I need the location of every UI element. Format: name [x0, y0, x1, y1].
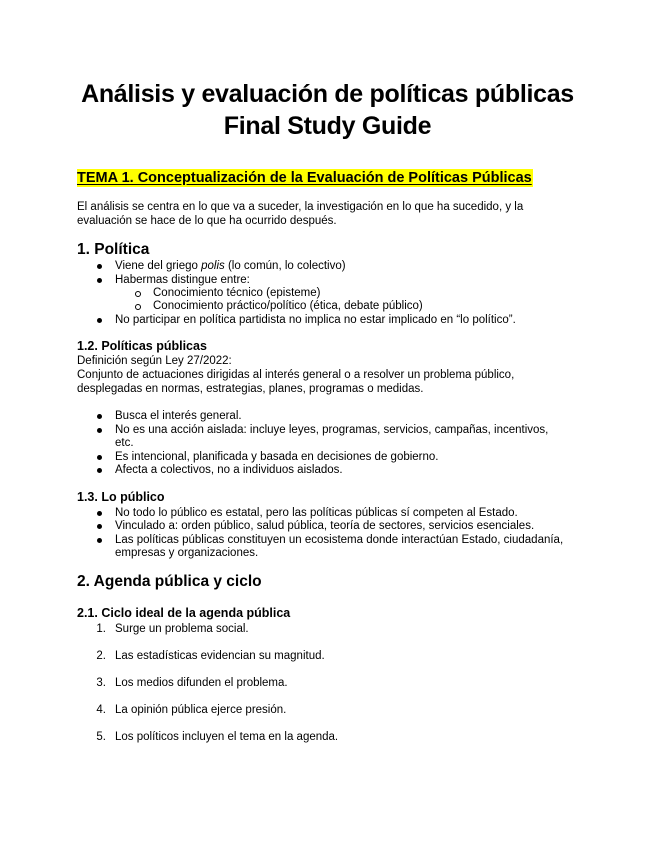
lo-publico-item-3-line-2: empresas y organizaciones. — [115, 547, 259, 559]
bullet-icon — [97, 455, 102, 460]
politica-item-1-post: (lo común, lo colectivo) — [224, 260, 346, 272]
tema-1-heading — [77, 169, 533, 188]
bullet-icon — [97, 414, 102, 419]
definition-line-2: desplegadas en normas, estrategias, planes, programas o medidas. — [77, 383, 424, 395]
bullet-icon — [97, 428, 102, 433]
list-number: 3. — [96, 677, 106, 689]
agenda-step-4: La opinión pública ejerce presión. — [115, 704, 287, 716]
bullet-icon — [97, 524, 102, 529]
lo-publico-item-3-line-1: Las políticas públicas constituyen un ecosistema donde interactúan Estado, ciudadanía, — [115, 534, 564, 546]
document-title-line-1: Análisis y evaluación de políticas públicas — [81, 80, 574, 108]
definition-source: Definición según Ley 27/2022: — [77, 355, 232, 367]
politica-item-3: No participar en política partidista no implica no estar implicado en “lo político”. — [115, 314, 516, 326]
section-lo-publico-heading: 1.3. Lo público — [77, 490, 165, 504]
list-number: 5. — [96, 731, 106, 743]
document-title-line-2: Final Study Guide — [223, 112, 432, 140]
section-politica-heading: 1. Política — [77, 241, 150, 258]
lo-publico-item-2: Vinculado a: orden público, salud pública, teoría de sectores, servicios esenciales. — [115, 520, 535, 532]
agenda-step-1: Surge un problema social. — [115, 623, 249, 635]
bullet-icon — [97, 468, 102, 473]
section-ciclo-heading: 2.1. Ciclo ideal de la agenda pública — [77, 606, 291, 620]
agenda-step-3: Los medios difunden el problema. — [115, 677, 288, 689]
section-politicas-publicas-heading: 1.2. Políticas públicas — [77, 339, 207, 353]
definition-line-1: Conjunto de actuaciones dirigidas al interés general o a resolver un problema público, — [77, 369, 515, 381]
list-number: 4. — [96, 704, 106, 716]
bullet-icon — [97, 264, 102, 269]
bullet-icon — [97, 278, 102, 283]
list-number: 1. — [96, 623, 106, 635]
hollow-bullet-icon — [135, 291, 141, 297]
section-agenda-heading: 2. Agenda pública y ciclo — [77, 573, 262, 590]
politicas-publicas-item-2-line-2: etc. — [115, 437, 134, 449]
politicas-publicas-item-2-line-1: No es una acción aislada: incluye leyes, programas, servicios, campañas, incentivos, — [115, 424, 549, 436]
politicas-publicas-item-3: Es intencional, planificada y basada en decisiones de gobierno. — [115, 451, 439, 463]
politica-item-2: Habermas distingue entre: — [115, 274, 250, 286]
bullet-icon — [97, 538, 102, 543]
hollow-bullet-icon — [135, 304, 141, 310]
tema-1-heading-text: TEMA 1. Conceptualización de la Evaluación de Políticas Públicas — [77, 170, 532, 186]
politica-subitem-1: Conocimiento técnico (episteme) — [153, 287, 321, 299]
bullet-icon — [97, 318, 102, 323]
politica-item-1-italic: polis — [201, 260, 225, 272]
agenda-step-2: Las estadísticas evidencian su magnitud. — [115, 650, 325, 662]
politica-subitem-2: Conocimiento práctico/político (ética, debate público) — [153, 300, 423, 312]
politicas-publicas-item-1: Busca el interés general. — [115, 410, 242, 422]
politicas-publicas-item-4: Afecta a colectivos, no a individuos aislados. — [115, 464, 343, 476]
intro-paragraph-line-2: evaluación se hace de lo que ha ocurrido después. — [77, 215, 337, 227]
politica-item-1 — [115, 259, 346, 273]
agenda-step-5: Los políticos incluyen el tema en la agenda. — [115, 731, 339, 743]
politica-item-1-pre: Viene del griego — [115, 260, 202, 272]
intro-paragraph-line-1: El análisis se centra en lo que va a suceder, la investigación en lo que ha sucedido, y la — [77, 201, 524, 213]
bullet-icon — [97, 511, 102, 516]
lo-publico-item-1: No todo lo público es estatal, pero las políticas públicas sí competen al Estado. — [115, 507, 518, 519]
list-number: 2. — [96, 650, 106, 662]
